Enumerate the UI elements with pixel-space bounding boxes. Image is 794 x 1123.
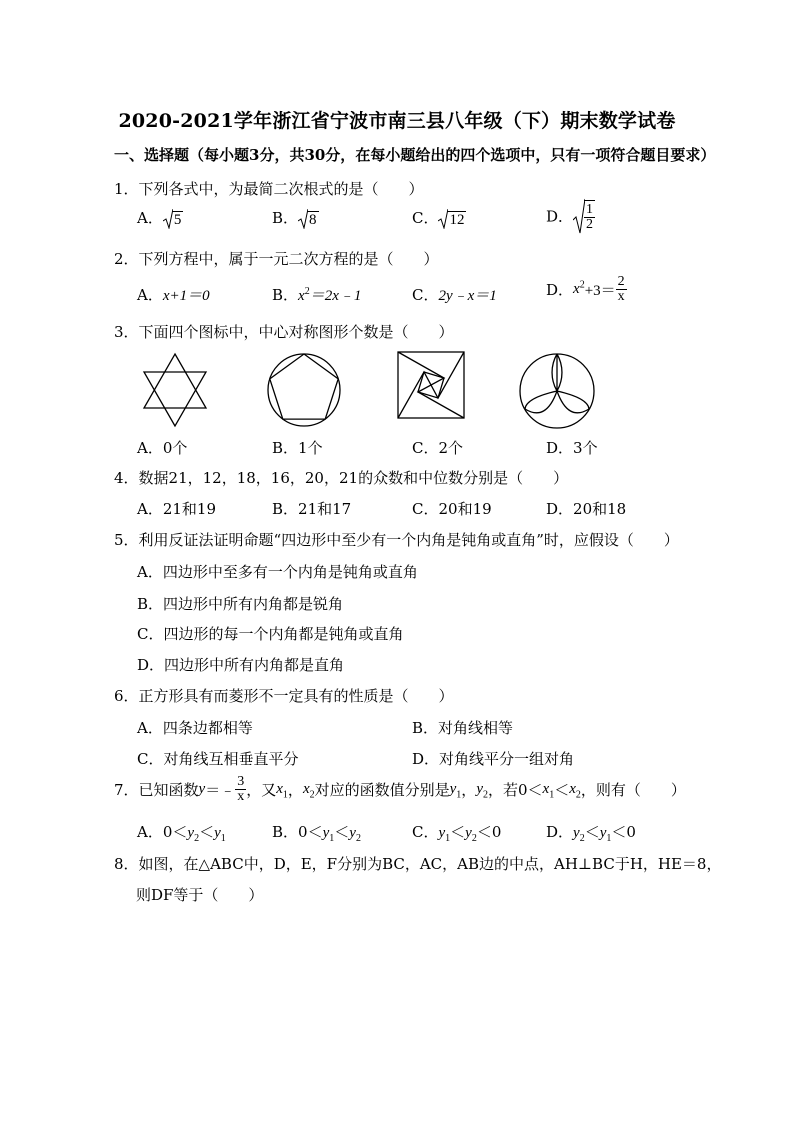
question-5-stem: 5．利用反证法证明命题“四边形中至少有一个内角是钝角或直角”时，应假设（ ） — [114, 531, 679, 549]
q5-option-c: C．四边形的每一个内角都是钝角或直角 — [137, 625, 404, 643]
q2-option-b: B．$x^2=2x﹣1$ — [272, 286, 362, 304]
sqrt-symbol: 5 — [163, 209, 184, 229]
q2-option-d: D．$x^2+3=$ $\frac{2}{x}$ — [546, 274, 625, 304]
q7-option-c: C．$y_1<y_2<0$ — [412, 823, 502, 844]
question-6-stem: 6．正方形具有而菱形不一定具有的性质是（ ） — [114, 687, 454, 705]
q3-option-b: B．1个 — [272, 439, 323, 457]
q6-option-d: D．对角线平分一组对角 — [412, 750, 575, 768]
sqrt-symbol: 8 — [298, 209, 319, 229]
q3-option-a: A．0个 — [137, 439, 188, 457]
hexagram-figure — [140, 350, 210, 430]
q1-option-b: B． 8 — [272, 209, 317, 228]
q3-option-c: C．2个 — [412, 439, 464, 457]
question-8-stem-line2: 则DF等于（ ） — [136, 886, 264, 904]
q4-option-d: D．20和18 — [546, 500, 627, 518]
q6-option-c: C．对角线互相垂直平分 — [137, 750, 299, 768]
sqrt-symbol: 12 — [438, 209, 466, 229]
q7-option-a: A．$0<y_2<y_1$ — [137, 823, 226, 844]
question-3-stem: 3．下面四个图标中，中心对称图形个数是（ ） — [114, 323, 454, 341]
section-heading: 一、选择题（每小题3分，共30分，在每小题给出的四个选项中，只有一项符合题目要求） — [114, 146, 716, 164]
q1-option-d: D． $\frac{1}{2}$ — [546, 198, 595, 234]
pinwheel-square-figure — [396, 350, 466, 422]
pentagon-in-circle-figure — [264, 350, 344, 430]
q5-option-d: D．四边形中所有内角都是直角 — [137, 656, 345, 674]
q3-option-d: D．3个 — [546, 439, 598, 457]
q1-option-a: A． 5 — [137, 209, 182, 228]
question-2-stem: 2．下列方程中，属于一元二次方程的是（ ） — [114, 250, 439, 268]
question-8-stem-line1: 8．如图，在△ABC中，D，E，F分别为BC，AC，AB边的中点，AH⊥BC于H，HE＝8， — [114, 855, 722, 873]
q1-option-c: C． 12 — [412, 209, 465, 228]
q7-option-d: D．$y_2<y_1<0$ — [546, 823, 636, 844]
q6-option-a: A．四条边都相等 — [137, 719, 253, 737]
three-petal-circle-figure — [516, 350, 598, 432]
q4-option-c: C．20和19 — [412, 500, 492, 518]
question-4-stem: 4．数据21，12，18，16，20，21的众数和中位数分别是（ ） — [114, 469, 569, 487]
q7-option-b: B．$0<y_1<y_2$ — [272, 823, 361, 844]
q2-option-a: A．x+1＝0 — [137, 286, 210, 304]
question-7-stem: 7．已知函数y＝﹣ $\frac{3}{x}$ ，又$x_1$，$x_2$对应的函数值分别是$y_1$，$y_2$，若$0<x_1<x_2$，则有（ ） — [114, 774, 686, 804]
q5-option-b: B．四边形中所有内角都是锐角 — [137, 595, 344, 613]
q2-option-c: C．2y﹣x＝1 — [412, 286, 497, 304]
page-title: 2020-2021学年浙江省宁波市南三县八年级（下）期末数学试卷 — [118, 110, 676, 132]
q6-option-b: B．对角线相等 — [412, 719, 514, 737]
q5-option-a: A．四边形中至多有一个内角是钝角或直角 — [137, 563, 418, 581]
q4-option-b: B．21和17 — [272, 500, 352, 518]
question-1-stem: 1．下列各式中，为最简二次根式的是（ ） — [114, 180, 424, 198]
sqrt-symbol: $\frac{1}{2}$ — [573, 198, 595, 234]
q4-option-a: A．21和19 — [137, 500, 217, 518]
